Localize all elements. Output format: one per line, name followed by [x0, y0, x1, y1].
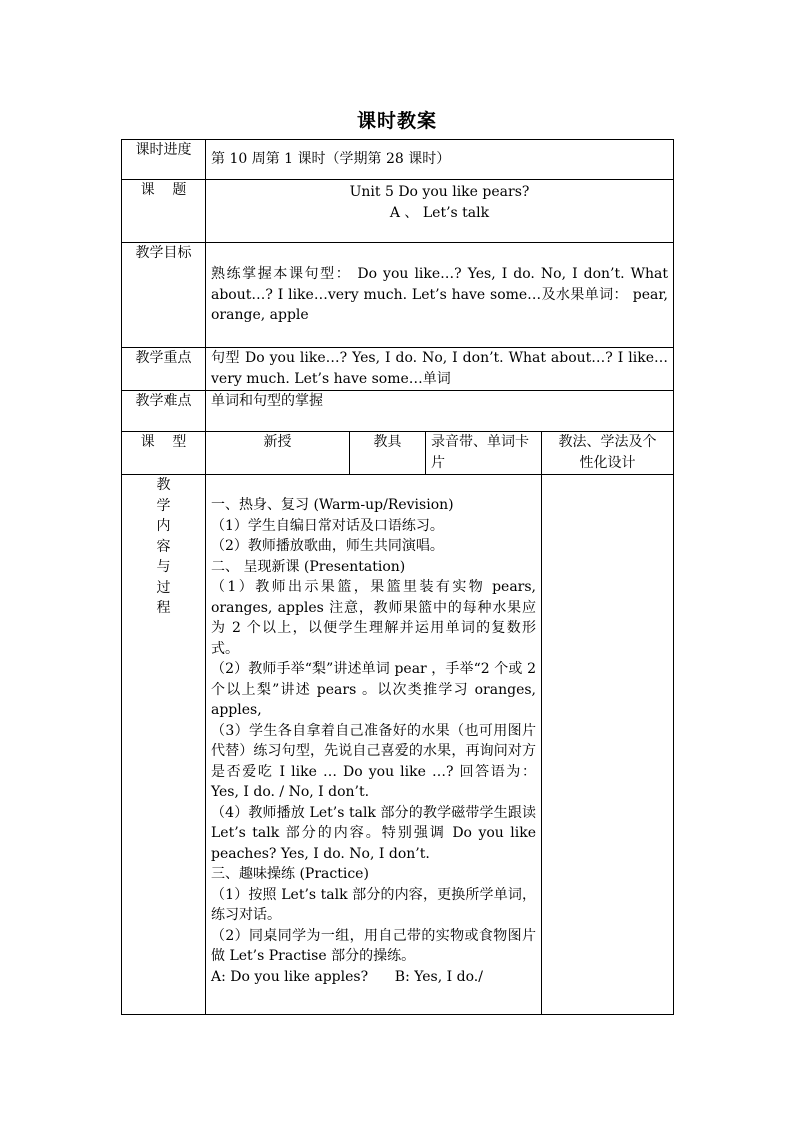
content-label — [122, 475, 206, 1015]
row-progress — [122, 140, 674, 180]
page-title: 课时教案 — [356, 110, 437, 132]
row-keypoint — [122, 348, 674, 391]
difficulty-label: 教学难点 — [122, 391, 206, 432]
row-objective — [122, 243, 674, 348]
content-line: （1）按照 Let’s talk 部分的内容，更换所学单词，练习对话。 — [211, 886, 536, 923]
method-design-cell — [542, 475, 674, 1015]
content-line: 三、趣味操练 (Practice) — [211, 866, 369, 882]
topic-line-2: A 、 Let’s talk — [389, 204, 490, 221]
topic-label: 课 题 — [122, 180, 206, 243]
type-value: 新授 — [206, 432, 350, 475]
progress-value: 第 10 周第 1 课时（学期第 28 课时） — [206, 140, 674, 180]
lesson-plan-table — [121, 139, 674, 1015]
content-line: （4）教师播放 Let’s talk 部分的教学磁带学生跟读 Let’s talk 部分的内容。特别强调 Do you like peaches? Yes, I do. No, I don’t. — [211, 804, 536, 862]
content-line: （2）教师手举“梨”讲述单词 pear ，手举“2 个或 2 个以上梨”讲述 pears 。以次类推学习 oranges, apples, — [211, 661, 536, 718]
content-line: 一、热身、复习 (Warm-up/Revision) — [211, 497, 454, 513]
content-line: （1）教师出示果篮，果篮里装有实物 pears, oranges, apples 注意，教师果篮中的每种水果应为 2 个以上，以便学生理解并运用单词的复数形式。 — [211, 579, 536, 657]
topic-value — [206, 180, 674, 243]
content-line: （2）教师播放歌曲，师生共同演唱。 — [211, 538, 444, 554]
row-type — [122, 432, 674, 475]
content-line: （2）同桌同学为一组，用自己带的实物或食物图片做 Let’s Practise 部分的操练。 — [211, 927, 536, 964]
content-label-char: 学 — [156, 497, 171, 514]
tools-label: 教具 — [350, 432, 426, 475]
row-topic — [122, 180, 674, 243]
type-label: 课 型 — [122, 432, 206, 475]
content-line: （3）学生各自拿着自己准备好的水果（也可用图片代替）练习句型，先说自己喜爱的水果，再询问对方是否爱吃 I like … Do you like …? 回答语为： Yes, I do. / No, I don’t. — [211, 722, 536, 800]
method-label: 教法、学法及个性化设计 — [542, 432, 674, 475]
keypoint-value: 句型 Do you like…? Yes, I do. No, I don’t. What about…? I like…very much. Let’s have some…单词 — [206, 348, 674, 391]
content-label-char: 与 — [156, 559, 171, 575]
content-label-char: 容 — [156, 538, 171, 555]
progress-label: 课时进度 — [122, 140, 206, 180]
content-body — [206, 475, 542, 1015]
objective-value: 熟练掌握本课句型： Do you like…? Yes, I do. No, I don’t. What about…? I like…very much. Let’s have some…及水果单词： pear, orange, apple — [206, 243, 674, 348]
tools-value: 录音带、单词卡片 — [426, 432, 542, 475]
objective-label: 教学目标 — [122, 243, 206, 348]
content-label-char: 过 — [156, 579, 171, 596]
topic-line-1: Unit 5 Do you like pears? — [349, 184, 530, 200]
content-line: 二、 呈现新课 (Presentation) — [211, 558, 406, 575]
row-difficulty — [122, 391, 674, 432]
row-content — [122, 475, 674, 1015]
keypoint-label: 教学重点 — [122, 348, 206, 391]
content-label-char: 内 — [156, 518, 171, 534]
content-label-char: 程 — [156, 600, 171, 616]
content-line: A: Do you like apples? B: Yes, I do./ — [211, 968, 483, 985]
difficulty-value: 单词和句型的掌握 — [206, 391, 674, 432]
content-label-char: 教 — [156, 477, 171, 493]
content-line: （1）学生自编日常对话及口语练习。 — [211, 517, 444, 534]
